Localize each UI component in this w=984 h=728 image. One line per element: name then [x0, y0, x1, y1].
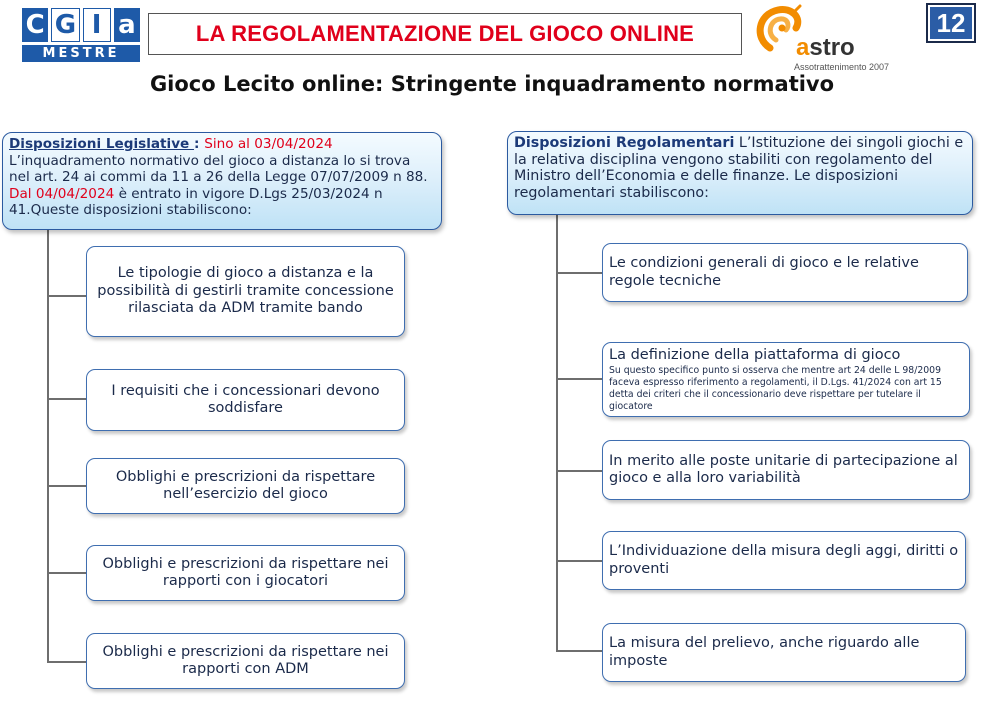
left-connector-5 — [47, 661, 87, 663]
regulatory-item-heading: La definizione della piattaforma di gioco — [609, 346, 901, 363]
regulatory-title: Disposizioni Regolamentari — [514, 135, 735, 151]
legislative-item-5 — [86, 633, 405, 689]
right-vertical-connector — [556, 215, 558, 652]
legislative-title: Disposizioni Legislative — [9, 136, 195, 152]
legislative-colon: : — [194, 136, 205, 152]
cgia-letters — [22, 8, 140, 42]
slide-subtitle: Gioco Lecito online: Stringente inquadramento normativo — [149, 72, 835, 96]
left-connector-2 — [47, 398, 87, 400]
legislative-provisions-box — [2, 132, 442, 230]
slide-title: LA REGOLAMENTAZIONE DEL GIOCO ONLINE — [148, 13, 742, 55]
legislative-item-text: Obblighi e prescrizioni da rispettare nei rapporti con i giocatori — [102, 555, 389, 589]
astro-logo — [752, 4, 902, 74]
regulatory-item-2 — [602, 342, 970, 417]
regulatory-item-5 — [602, 623, 966, 682]
legislative-item-2 — [86, 369, 405, 431]
right-connector-2 — [556, 378, 603, 380]
legislative-text-1: L’inquadramento normativo del gioco a distanza lo si trova nel art. 24 ai commi da 11 a 26 della Legge 07/07/2009 n 88. — [9, 152, 428, 185]
regulatory-item-detail: Su questo specifico punto si osserva che mentre art 24 delle L 98/2009 faceva espresso riferimento a regolamenti, il D.Lgs. 41/2024 con art 15 detta dei criteri che il concessionario deve rispettare per tutelare il giocatore — [609, 365, 942, 412]
legislative-item-text: Le tipologie di gioco a distanza e la possibilità di gestirli tramite concessione rilasciata da ADM tramite bando — [97, 265, 394, 317]
astro-tagline: Assotrattenimento 2007 — [794, 62, 890, 72]
regulatory-item-text — [603, 347, 969, 413]
cgia-mestre-logo — [22, 8, 140, 62]
legislative-item-3 — [86, 458, 405, 514]
regulatory-item-text: In merito alle poste unitarie di partecipazione al gioco e alla loro variabilità — [609, 452, 958, 486]
cgia-mestre-band: MESTRE — [22, 45, 140, 62]
left-connector-1 — [47, 295, 87, 297]
regulatory-item-text: La misura del prelievo, anche riguardo alle imposte — [609, 635, 920, 669]
cgia-letter-a: a — [114, 8, 140, 42]
left-connector-4 — [47, 572, 87, 574]
legislative-item-text: I requisiti che i concessionari devono soddisfare — [111, 382, 380, 416]
cgia-letter-i: I — [83, 8, 111, 42]
legislative-item-1 — [86, 246, 405, 337]
astro-name: astro — [796, 34, 855, 61]
legislative-text-2: è entrato in vigore D.Lgs 25/03/2024 n 41.Queste disposizioni stabiliscono: — [9, 185, 383, 218]
right-connector-5 — [556, 650, 603, 652]
legislative-item-text: Obblighi e prescrizioni da rispettare nell’esercizio del gioco — [115, 468, 376, 502]
regulatory-item-text: L’Individuazione della misura degli aggi, diritti o proventi — [609, 543, 959, 577]
legislative-item-4 — [86, 545, 405, 601]
legislative-date-from: Dal 04/04/2024 — [9, 185, 115, 202]
regulatory-item-3 — [602, 440, 970, 500]
regulatory-item-1 — [602, 243, 968, 302]
regulatory-text: L’Istituzione dei singoli giochi e la relativa disciplina vengono stabiliti con regolamento del Ministro dell’Economia e delle finanze. Le disposizioni regolamentari stabiliscono: — [514, 135, 964, 201]
right-connector-4 — [556, 560, 603, 562]
cgia-letter-c: C — [22, 8, 48, 42]
regulatory-provisions-box — [507, 131, 973, 215]
legislative-date-until: Sino al 03/04/2024 — [204, 136, 333, 152]
right-connector-1 — [556, 272, 603, 274]
regulatory-item-4 — [602, 531, 966, 590]
right-connector-3 — [556, 470, 603, 472]
left-connector-3 — [47, 485, 87, 487]
cgia-letter-g: G — [51, 8, 79, 42]
regulatory-item-text: Le condizioni generali di gioco e le relative regole tecniche — [609, 255, 919, 289]
page-number-badge: 12 — [926, 3, 976, 43]
legislative-item-text: Obblighi e prescrizioni da rispettare nei rapporti con ADM — [102, 643, 389, 677]
